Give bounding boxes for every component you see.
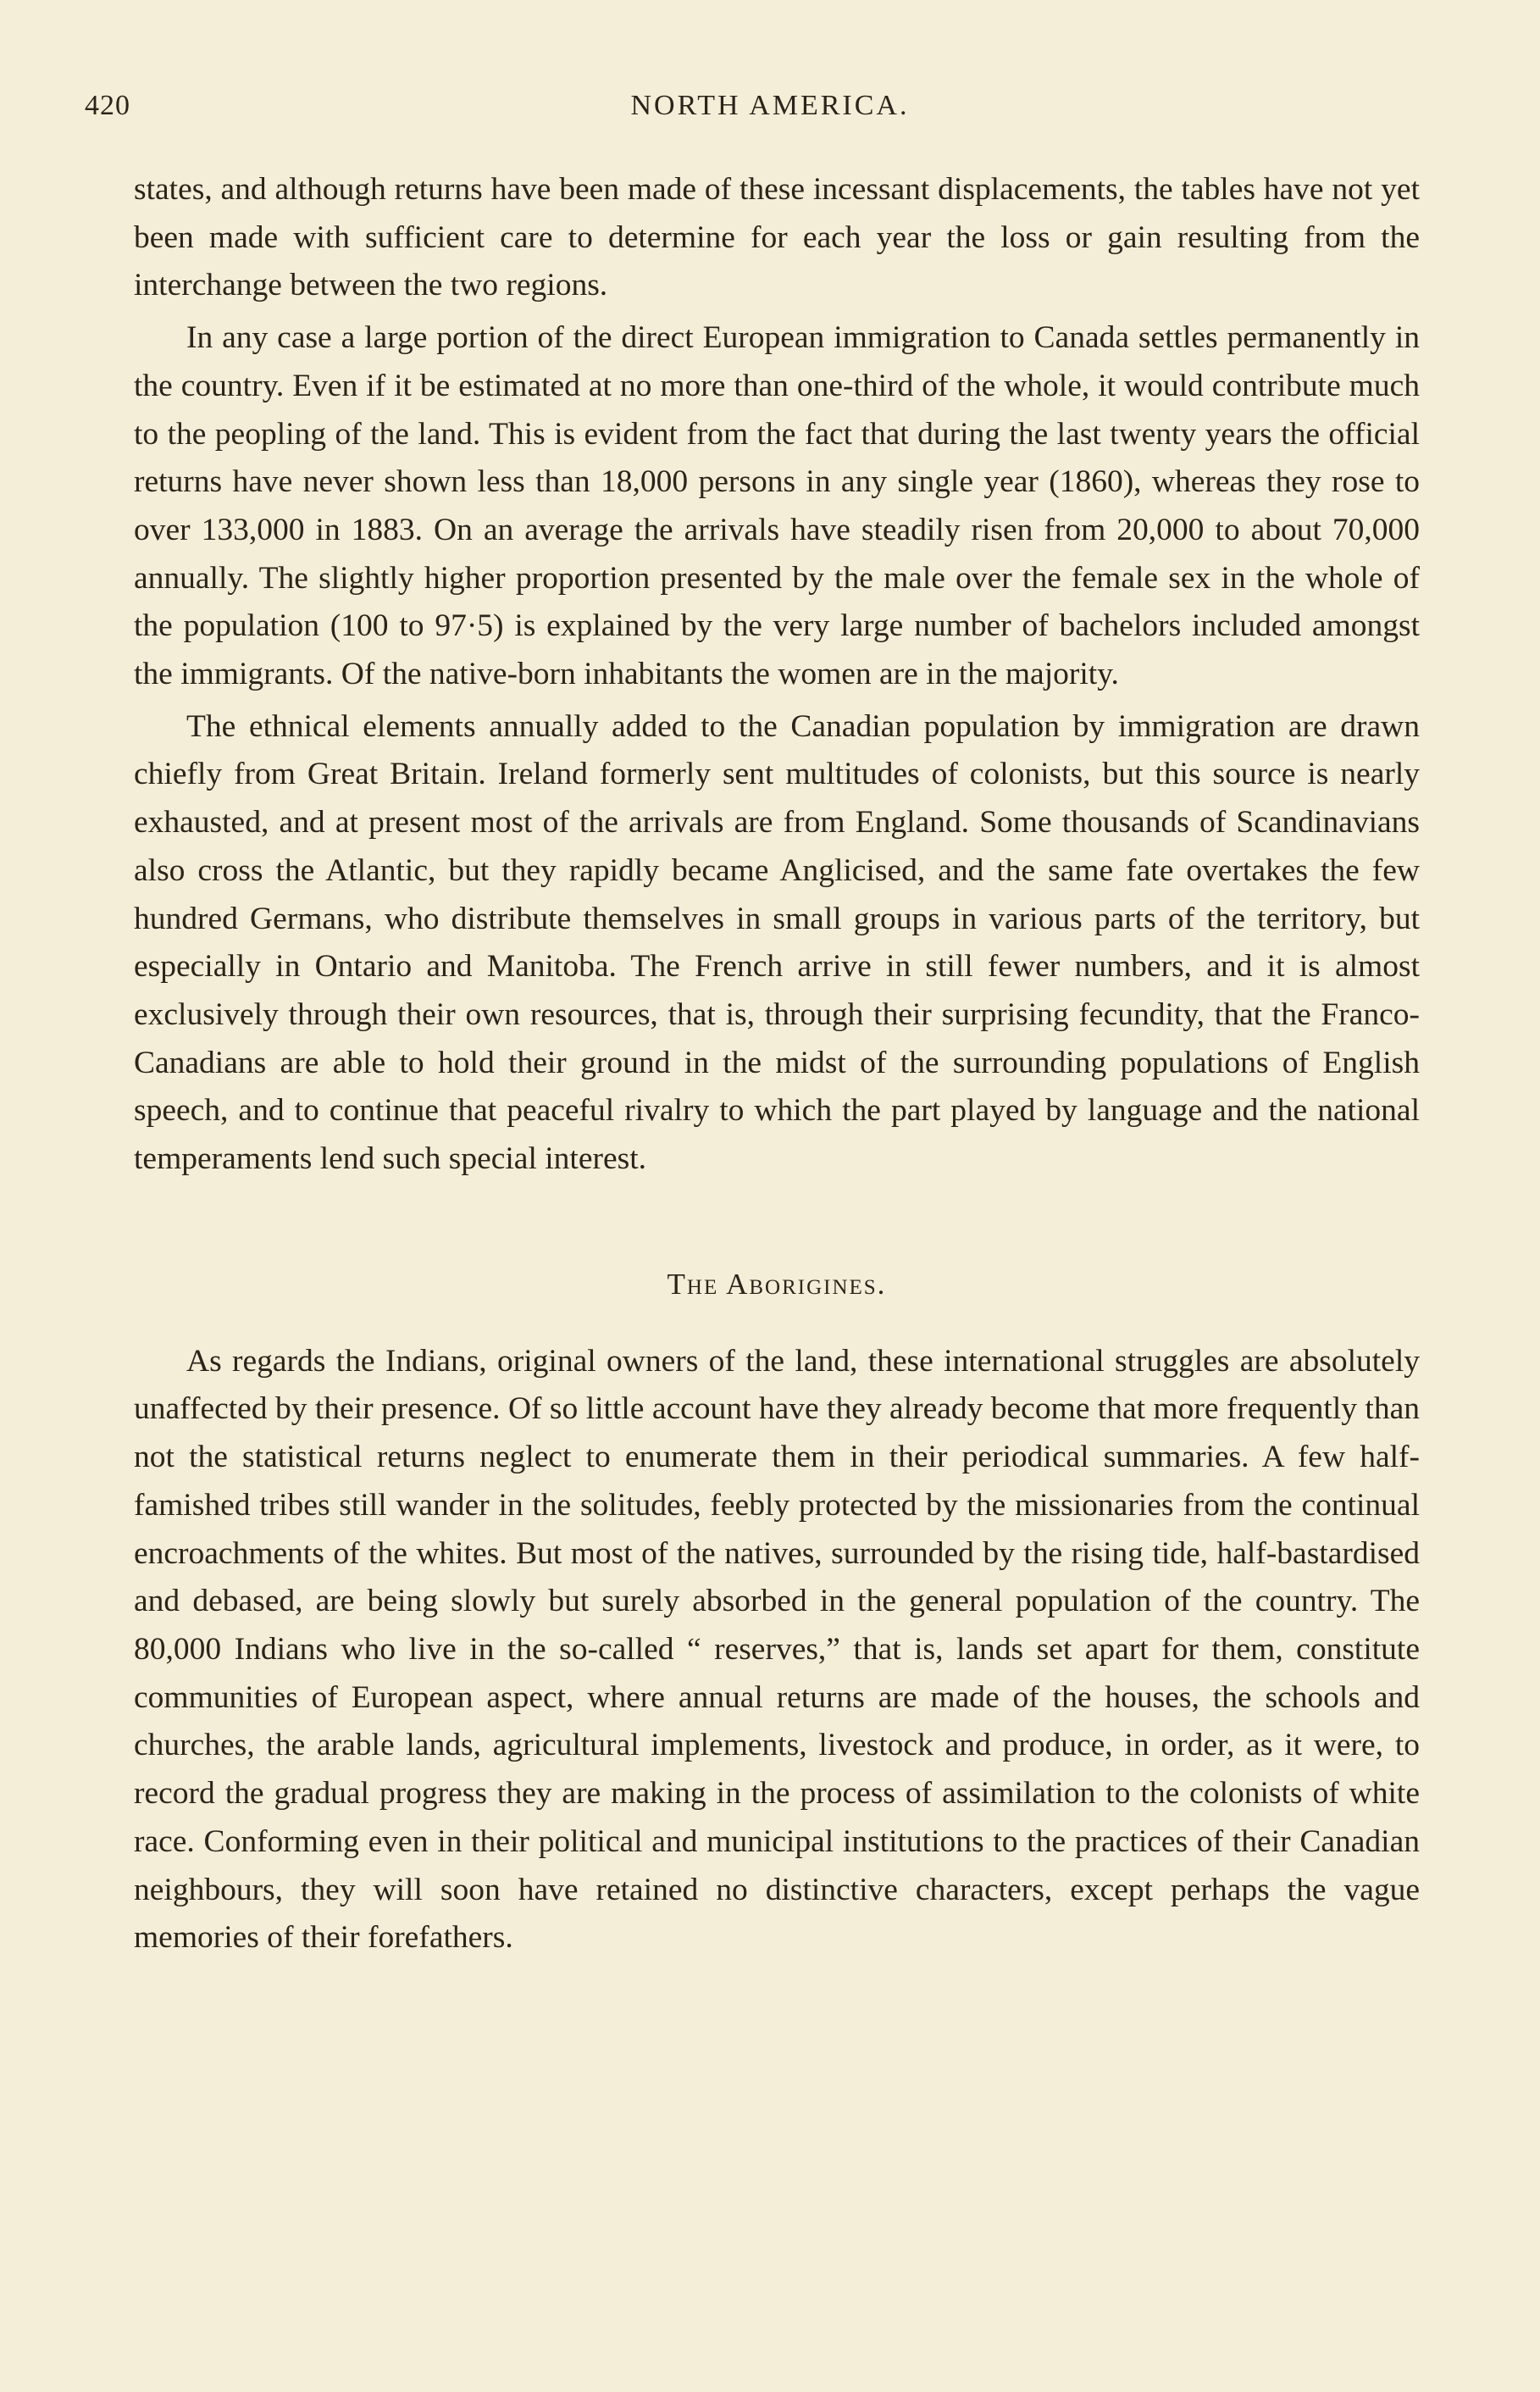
- page-header: [0, 90, 1540, 141]
- body-text: [134, 166, 1420, 1967]
- page-number: 420: [85, 90, 130, 121]
- running-head: NORTH AMERICA.: [630, 90, 910, 121]
- paragraph-continued: states, and although returns have been made of these incessant displacements, the tables have not yet been made with sufficient care to determine for each year the loss or gain resulting from the interchange between the two regions.: [134, 172, 1420, 303]
- paragraph-ethnical-elements: The ethnical elements annually added to the Canadian population by immigration are drawn chiefly from Great Britain. Ireland formerly sent multitudes of colonists, but this source is nearly exhausted, and at present most of the arrivals are from England. Some thousands of Scandinavians also cross the Atlantic, but they rapidly became Anglicised, and the same fate overtakes the few hundred Germans, who distribute themselves in small groups in various parts of the territory, but especially in Ontario and Manitoba. The French arrive in still fewer numbers, and it is almost exclusively through their own resources, that is, through their surprising fecundity, that the Franco-Canadians are able to hold their ground in the midst of the surrounding populations of English speech, and to continue that peaceful rivalry to which the part played by language and the national temperaments lend such special interest.: [134, 708, 1420, 1177]
- paragraph-immigration: In any case a large portion of the direct European immigration to Canada settles permanently in the country. Even if it be estimated at no more than one-third of the whole, it would contribute much to the peopling of the land. This is evident from the fact that during the last twenty years the official returns have never shown less than 18,000 persons in any single year (1860), whereas they rose to over 133,000 in 1883. On an average the arrivals have steadily risen from 20,000 to about 70,000 annually. The slightly higher proportion presented by the male over the female sex in the whole of the population (100 to 97·5) is explained by the very large number of bachelors included amongst the immigrants. Of the native-born inhabitants the women are in the majority.: [134, 320, 1420, 692]
- section-heading: The Aborigines.: [667, 1267, 887, 1301]
- paragraph-aborigines: As regards the Indians, original owners of the land, these international struggles are absolutely unaffected by their presence. Of so little account have they already become that more frequently than not the statistical returns neglect to enumerate them in their periodical summaries. A few half-famished tribes still wander in the solitudes, feebly protected by the missionaries from the continual encroachments of the whites. But most of the natives, surrounded by the rising tide, half-bastardised and debased, are being slowly but surely absorbed in the general population of the country. The 80,000 Indians who live in the so-called “ reserves,” that is, lands set apart for them, constitute communities of European aspect, where annual returns are made of the houses, the schools and churches, the arable lands, agricultural implements, livestock and produce, in order, as it were, to record the gradual progress they are making in the process of assimilation to the colonists of white race. Conforming even in their political and municipal institutions to the practices of their Canadian neighbours, they will soon have retained no distinctive characters, except perhaps the vague memories of their forefathers.: [134, 1343, 1420, 1956]
